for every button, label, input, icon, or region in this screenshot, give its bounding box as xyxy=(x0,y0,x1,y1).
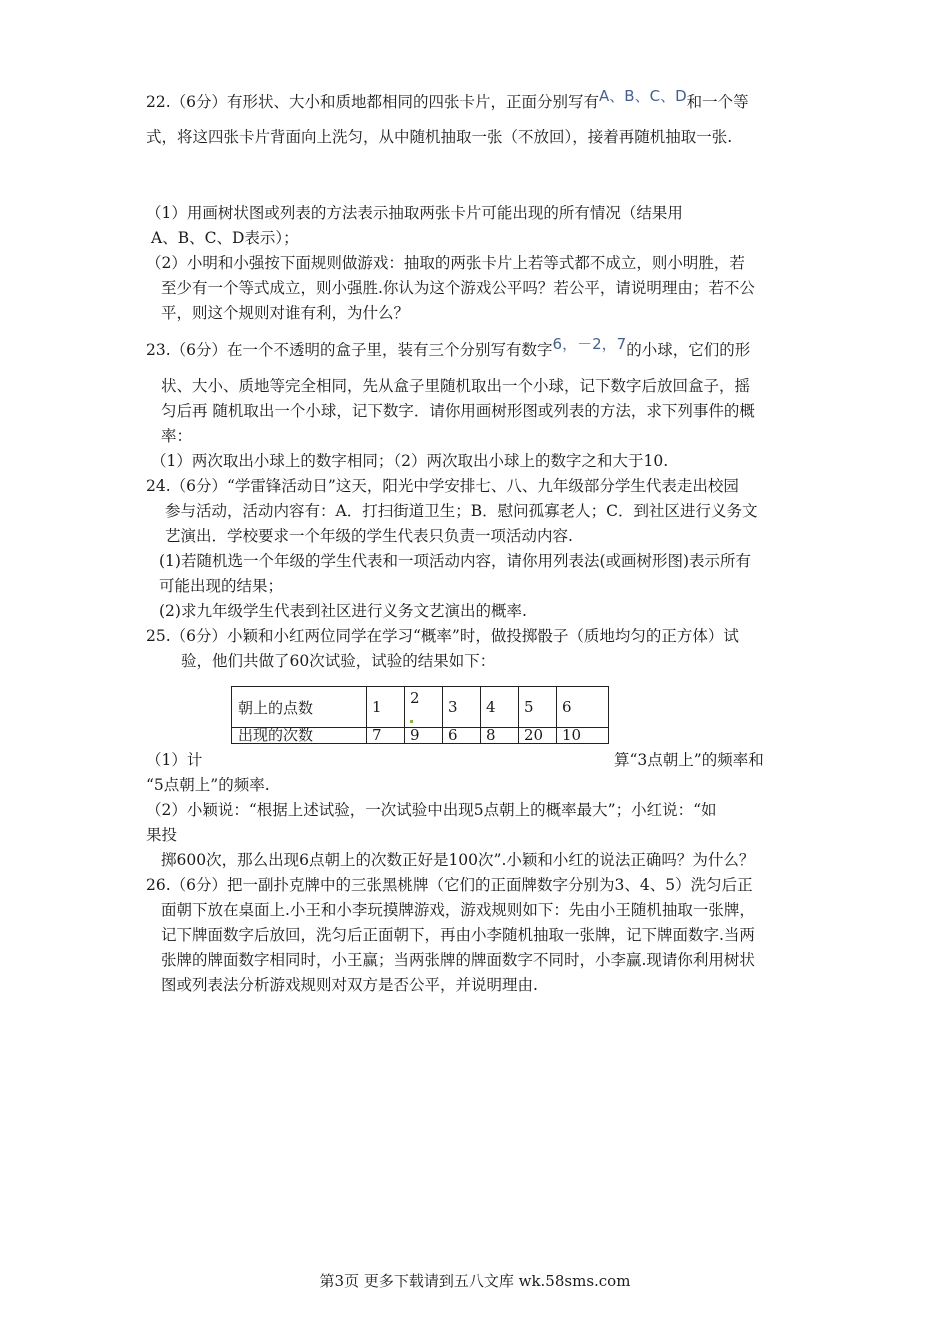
q22-line2: 式，将这四张卡片背面向上洗匀，从中随机抽取一张（不放回），接着再随机抽取一张. xyxy=(146,128,733,146)
ink-dot xyxy=(410,720,413,723)
q24-line1: 24.（6分）“学雷锋活动日”这天，阳光中学安排七、八、九年级部分学生代表走出校园 xyxy=(146,477,739,495)
q26-line1: 26.（6分）把一副扑克牌中的三张黑桃牌（它们的正面牌数字分别为3、4、5）洗匀后正 xyxy=(146,876,753,894)
q23-line3: 匀后再 随机取出一个小球，记下数字．请你用画树形图或列表的方法，求下列事件的概 xyxy=(161,402,755,420)
q25-line1: 25.（6分）小颖和小红两位同学在学习“概率”时，做投掷骰子（质地均匀的正方体）试 xyxy=(146,627,739,645)
page-footer: 第3页 更多下载请到五八文库 wk.58sms.com xyxy=(319,1272,631,1290)
table-cell-header: 朝上的点数 xyxy=(232,687,367,728)
table-cell: 9 xyxy=(405,728,443,744)
table-cell: 4 xyxy=(481,687,519,728)
table-cell: 7 xyxy=(367,728,405,744)
table-cell: 8 xyxy=(481,728,519,744)
q22-symbol-c: C xyxy=(649,87,661,105)
q26-line5: 图或列表法分析游戏规则对双方是否公平，并说明理由. xyxy=(161,976,538,994)
table-cell: 5 xyxy=(519,687,557,728)
q22-symbol-d: D xyxy=(675,87,687,105)
q22-symbol-b: B xyxy=(624,87,635,105)
q23-line1 xyxy=(146,335,751,360)
q25-part1-c: “5点朝上”的频率. xyxy=(146,776,270,794)
q22-text-a: 22.（6分）有形状、大小和质地都相同的四张卡片，正面分别写有 xyxy=(146,93,600,111)
q25-line2: 验，他们共做了60次试验，试验的结果如下： xyxy=(181,652,496,670)
q22-text-b: 和一个等 xyxy=(686,93,749,111)
q24-line3: 艺演出．学校要求一个年级的学生代表只负责一项活动内容. xyxy=(165,527,573,545)
table-cell: 6 xyxy=(443,728,481,744)
q24-part1-line2: 可能出现的结果； xyxy=(159,577,284,595)
q23-sep: ， xyxy=(562,335,578,353)
q25-part2-line2: 果投 xyxy=(146,826,178,844)
q22-part2-line1: （2）小明和小强按下面规则做游戏：抽取的两张卡片上若等式都不成立，则小明胜，若 xyxy=(146,254,745,272)
table-cell: 1 xyxy=(367,687,405,728)
q23-line2: 状、大小、质地等完全相同，先从盒子里随机取出一个小球，记下数字后放回盒子，摇 xyxy=(161,377,751,395)
q23-number-1: 6 xyxy=(552,335,563,353)
q26-line4: 张牌的牌面数字相同时，小王赢；当两张牌的牌面数字不同时，小李赢.现请你利用树状 xyxy=(161,951,755,969)
q22-part1-line1: （1）用画树状图或列表的方法表示抽取两张卡片可能出现的所有情况（结果用 xyxy=(146,204,683,222)
q25-part2-line3: 掷600次，那么出现6点朝上的次数正好是100次”.小颖和小红的说法正确吗？为什么？ xyxy=(161,851,755,869)
q25-part2-line1: （2）小颖说：“根据上述试验，一次试验中出现5点朝上的概率最大”；小红说：“如 xyxy=(146,801,717,819)
q25-part1-a: （1）计 xyxy=(146,751,203,769)
q22-sep: 、 xyxy=(609,87,625,105)
table-row xyxy=(232,687,609,728)
table-cell: 10 xyxy=(557,728,609,744)
q23-text-b: 的小球，它们的形 xyxy=(626,341,751,359)
q22-part2-line2: 至少有一个等式成立，则小强胜.你认为这个游戏公平吗？若公平，请说明理由；若不公 xyxy=(161,279,755,297)
q24-part2: (2)求九年级学生代表到社区进行义务文艺演出的概率. xyxy=(159,602,527,620)
q23-line5: （1）两次取出小球上的数字相同；（2）两次取出小球上的数字之和大于10. xyxy=(151,452,669,470)
q22-line1 xyxy=(146,87,749,112)
q22-part2-line3: 平，则这个规则对谁有利，为什么？ xyxy=(161,304,410,322)
q22-sep: 、 xyxy=(660,87,676,105)
q25-part1-b: 算“3点朝上”的频率和 xyxy=(614,751,764,769)
q23-line4: 率： xyxy=(161,427,193,445)
table-cell: 6 xyxy=(557,687,609,728)
q23-number-3: 7 xyxy=(616,335,627,353)
q23-text-a: 23.（6分）在一个不透明的盒子里，装有三个分别写有数字 xyxy=(146,341,553,359)
q24-line2: 参与活动，活动内容有：A．打扫街道卫生；B．慰问孤寡老人；C．到社区进行义务文 xyxy=(165,502,758,520)
table-cell xyxy=(405,687,443,728)
q24-part1-line1: (1)若随机选一个年级的学生代表和一项活动内容，请你用列表法(或画树形图)表示所有 xyxy=(159,552,752,570)
table-cell: 3 xyxy=(443,687,481,728)
table-row xyxy=(232,728,609,744)
q22-sep: 、 xyxy=(634,87,650,105)
q23-sep: ， xyxy=(601,335,617,353)
q22-part1-line2: A、B、C、D表示）； xyxy=(151,229,299,247)
table-cell: 20 xyxy=(519,728,557,744)
table-cell-header: 出现的次数 xyxy=(232,728,367,744)
q26-line2: 面朝下放在桌面上.小王和小李玩摸牌游戏，游戏规则如下：先由小王随机抽取一张牌， xyxy=(161,901,755,919)
q22-symbol-a: A xyxy=(599,87,610,105)
q26-line3: 记下牌面数字后放回，洗匀后正面朝下，再由小李随机抽取一张牌，记下牌面数字.当两 xyxy=(161,926,755,944)
table-cell-value: 2 xyxy=(410,689,420,707)
q23-number-2: －2 xyxy=(577,335,602,353)
dice-results-table xyxy=(231,686,609,744)
